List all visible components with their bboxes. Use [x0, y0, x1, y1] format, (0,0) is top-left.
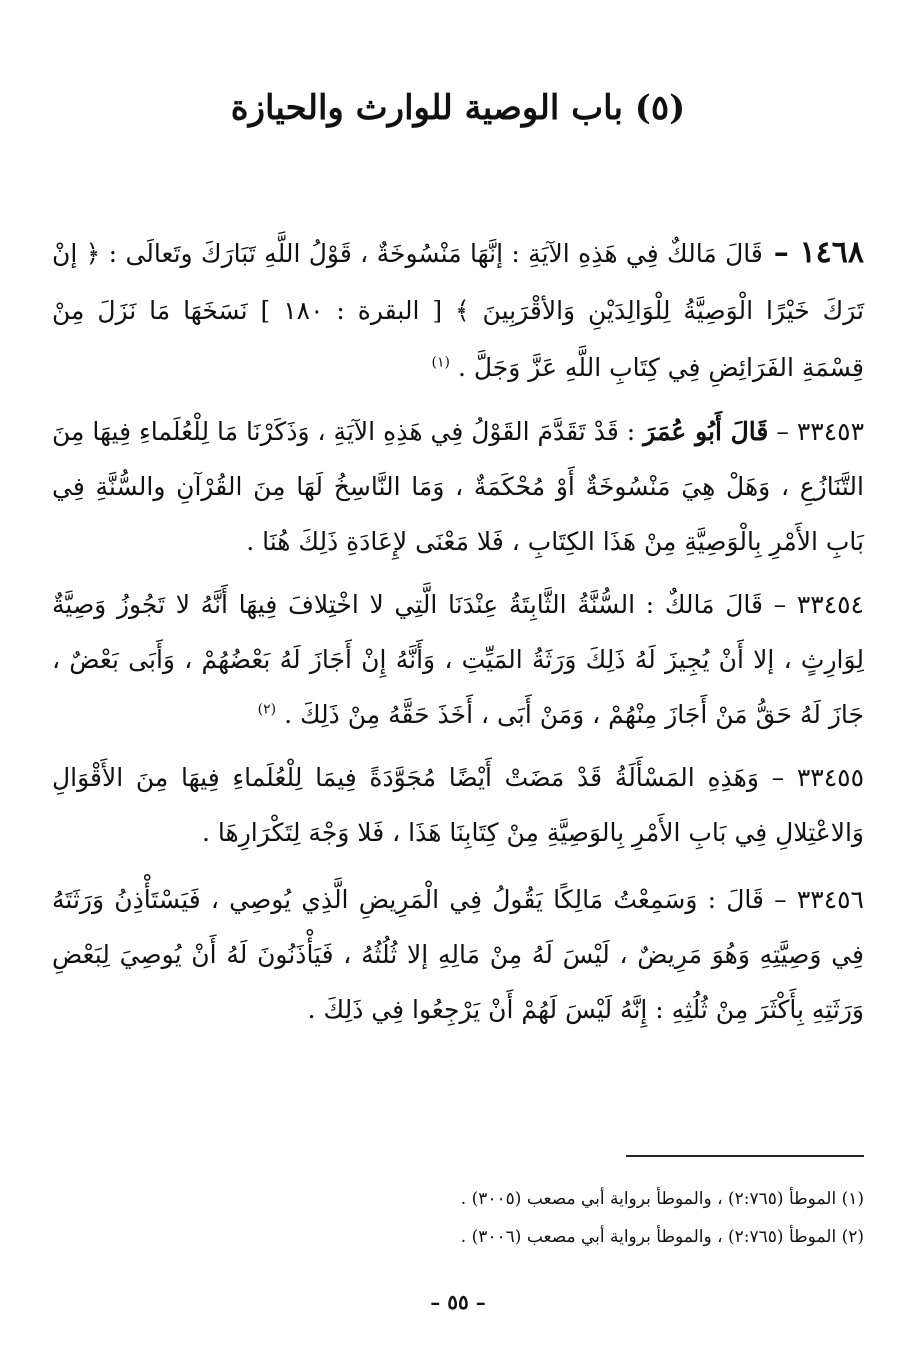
paragraph-number: ٣٣٤٥٥	[796, 763, 864, 792]
paragraph-dash: –	[768, 417, 797, 446]
paragraph-dash: –	[763, 885, 797, 914]
paragraph-text: قَالَ مَالكٌ : السُّنَّةُ الثَّابِتَةُ عِنْدَنَا الَّتِي لا اخْتِلافَ فِيهَا أَنَّهُ لا تَجُوزُ وَصِيَّةٌ لِوَارِثٍ ، إلا أَنْ يُجِيزَ لَهُ ذَلِكَ وَرَثَةُ المَيِّتِ ، وَأَنَّهُ إِنْ أَجَازَ لَهُ بَعْضُهُمْ ، وَأَبَى بَعْضٌ ، جَازَ لَهُ حَقُّ مَنْ أَجَازَ مِنْهُمْ ، وَمَنْ أَبَى ، أَخَذَ حَقَّهُ مِنْ ذَلِكَ .	[52, 590, 864, 729]
footnotes	[52, 1180, 864, 1256]
footnote-marker: (١)	[431, 354, 451, 371]
footnote-marker: (٢)	[257, 701, 277, 718]
paragraph-text: قَالَ : وَسَمِعْتُ مَالِكًا يَقُولُ فِي الْمَرِيضِ الَّذِي يُوصِي ، فَيَسْتَأْذِنُ وَرَثَتَهُ فِي وَصِيَّتِهِ وَهُوَ مَرِيضٌ ، لَيْسَ لَهُ مِنْ مَالِهِ إلا ثُلُثُهُ ، فَيَأْذَنُونَ لَهُ أَنْ يُوصِيَ لِبَعْضِ وَرَثَتِهِ بِأَكْثَرَ مِنْ ثُلُثِهِ : إِنَّهُ لَيْسَ لَهُمْ أَنْ يَرْجِعُوا فِي ذَلِكَ .	[52, 885, 864, 1024]
main-text	[52, 224, 864, 1037]
paragraph-33453	[52, 404, 864, 569]
paragraph-text: : قَدْ تَقَدَّمَ القَوْلُ فِي هَذِهِ الآيَةِ ، وَذَكَرْنَا مَا لِلْعُلَماءِ فِيهَا مِنَ التَّنَازُعِ ، وَهَلْ هِيَ مَنْسُوخَةٌ أَوْ مُحْكَمَةٌ ، وَمَا النَّاسِخُ لَهَا مِنَ القُرْآنِ والسُّنَّةِ فِي بَابِ الأَمْرِ بِالْوَصِيَّةِ مِنْ هَذَا الكِتَابِ ، فَلا مَعْنَى لإِعَادَةِ ذَلِكَ هُنَا .	[52, 417, 864, 556]
paragraph-number: ٣٣٤٥٣	[796, 417, 864, 446]
footnote-separator	[626, 1155, 864, 1157]
paragraph-number: ٣٣٤٥٦	[796, 885, 864, 914]
paragraph-dash: –	[762, 590, 797, 619]
footnote-1: (١) الموطأ (٢:٧٦٥) ، والموطأ برواية أبي مصعب (٣٠٠٥) .	[460, 1189, 864, 1209]
chapter-title: (٥) باب الوصية للوارث والحيازة	[230, 88, 686, 128]
paragraph-33455	[52, 750, 864, 860]
paragraph-dash: –	[762, 235, 800, 270]
paragraph-33456	[52, 872, 864, 1037]
paragraph-text: قَالَ مَالكٌ فِي هَذِهِ الآيَةِ : إنَّهَا مَنْسُوخَةٌ ، قَوْلُ اللَّهِ تَبَارَكَ وتَعالَى : ﴿ إنْ تَرَكَ خَيْرًا الْوَصِيَّةُ لِلْوَالِدَيْنِ وَالأقْرَبِينَ ﴾ [ البقرة : ١٨٠ ] نَسَخَهَا مَا نَزَلَ مِنْ قِسْمَةِ الفَرَائِضِ فِي كِتَابِ اللَّهِ عَزَّ وَجَلَّ .	[52, 239, 865, 382]
footnote-2: (٢) الموطأ (٢:٧٦٥) ، والموطأ برواية أبي مصعب (٣٠٠٦) .	[460, 1227, 864, 1247]
speaker-name: قَالَ أَبُو عُمَرَ	[643, 417, 769, 446]
paragraph-number: ٣٣٤٥٤	[796, 590, 864, 619]
paragraph-number: ١٤٦٨	[799, 235, 865, 270]
paragraph-text: وَهَذِهِ المَسْأَلَةُ قَدْ مَضَتْ أَيْضًا مُجَوَّدَةً فِيمَا لِلْعُلَماءِ فِيهَا مِنَ الأَقْوَالِ وَالاعْتِلالِ فِي بَابِ الأَمْرِ بِالوَصِيَّةِ مِنْ كِتَابِنَا هَذَا ، فَلا وَجْهَ لِتَكْرَارِهَا .	[52, 763, 864, 847]
page-number: – ٥٥ –	[430, 1290, 486, 1314]
paragraph-33454	[52, 577, 864, 742]
paragraph-dash: –	[758, 763, 797, 792]
paragraph-1468	[52, 224, 864, 396]
